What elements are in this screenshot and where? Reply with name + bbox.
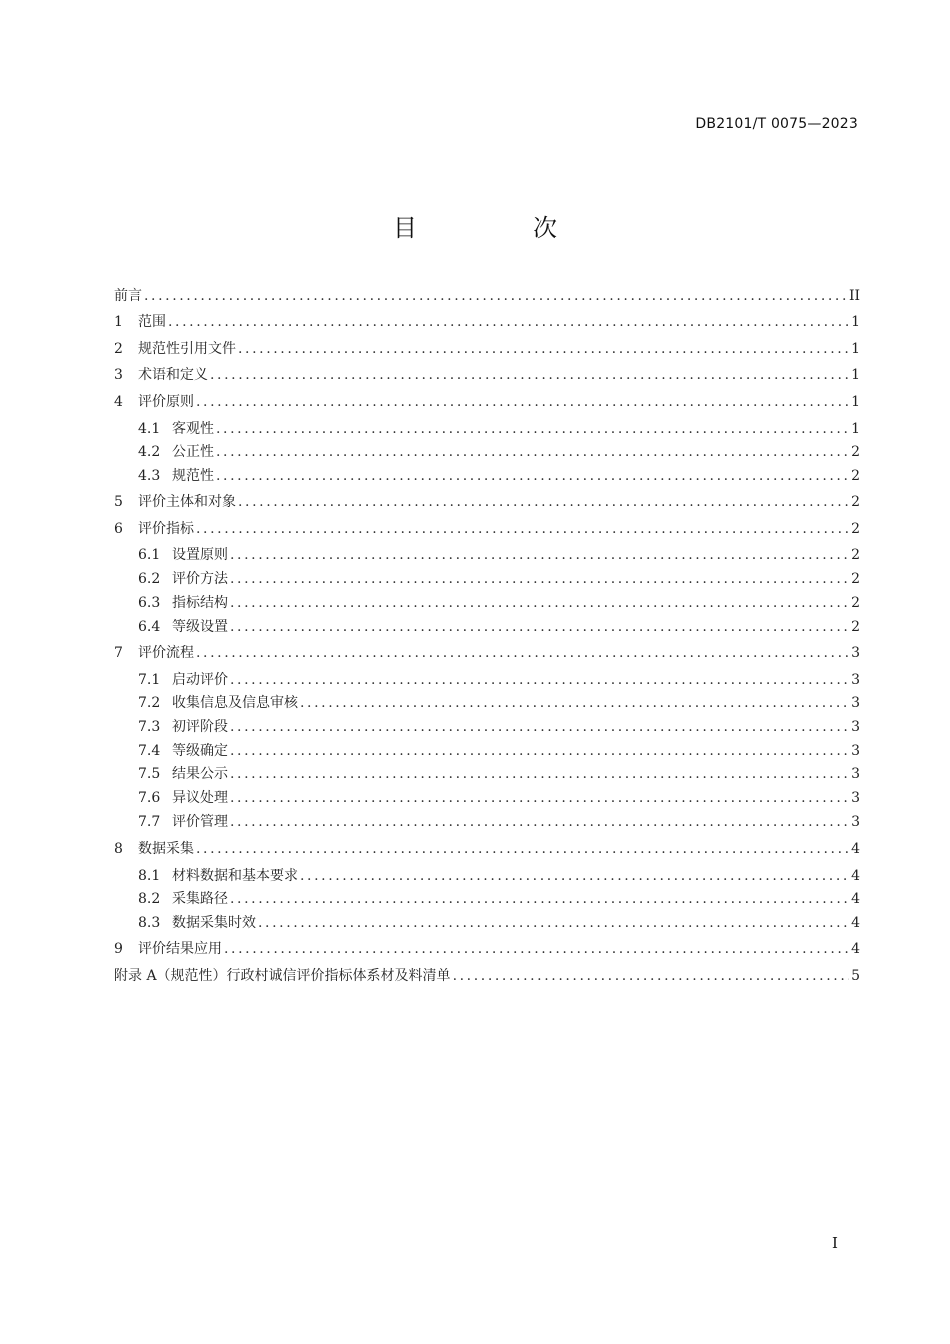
toc-entry[interactable] — [138, 692, 860, 714]
toc-leader-dots — [168, 311, 849, 333]
toc-entry[interactable] — [138, 592, 860, 614]
toc-entry-number: 7.7 — [138, 814, 161, 830]
toc-entry[interactable] — [114, 838, 860, 860]
toc-entry-page: 4 — [851, 941, 860, 957]
toc-entry-number: 4.1 — [138, 421, 161, 437]
toc-leader-dots — [300, 692, 849, 714]
toc-entry-title: 规范性引用文件 — [138, 341, 236, 357]
toc-entry-number: 6.2 — [138, 571, 161, 587]
toc-entry-number: 9 — [114, 941, 123, 957]
toc-entry-number: 4.2 — [138, 444, 161, 460]
toc-entry[interactable] — [114, 491, 860, 513]
toc-entry-number: 2 — [114, 341, 123, 357]
toc-entry[interactable] — [138, 740, 860, 762]
toc-entry-number: 8.2 — [138, 891, 161, 907]
toc-entry-number: 5 — [114, 494, 123, 510]
toc-entry-number: 7.6 — [138, 790, 161, 806]
toc-entry-title: 数据采集时效 — [172, 915, 256, 931]
toc-leader-dots — [230, 787, 849, 809]
toc-entry-title: 收集信息及信息审核 — [172, 695, 298, 711]
toc-entry-number: 8.1 — [138, 868, 161, 884]
page-number: I — [832, 1234, 838, 1252]
toc-entry-number: 7 — [114, 645, 123, 661]
toc-entry[interactable] — [114, 965, 860, 987]
toc-entry[interactable] — [138, 669, 860, 691]
toc-entry-title: 启动评价 — [172, 672, 228, 688]
toc-entry[interactable] — [138, 787, 860, 809]
toc-entry[interactable] — [114, 285, 860, 307]
toc-entry-page: 1 — [851, 367, 860, 383]
toc-leader-dots — [196, 518, 849, 540]
toc-entry-number: 3 — [114, 367, 123, 383]
toc-entry-title: 术语和定义 — [138, 367, 208, 383]
toc-leader-dots — [238, 338, 849, 360]
toc-entry-page: 3 — [851, 645, 860, 661]
toc-leader-dots — [230, 568, 849, 590]
toc-entry-title: 设置原则 — [172, 547, 228, 563]
toc-entry-page: 3 — [851, 790, 860, 806]
toc-entry-number: 6.3 — [138, 595, 161, 611]
toc-leader-dots — [196, 391, 849, 413]
toc-entry-page: II — [848, 288, 860, 304]
toc-leader-dots — [258, 912, 849, 934]
toc-leader-dots — [230, 763, 849, 785]
toc-leader-dots — [300, 865, 849, 887]
toc-entry-title: 评价管理 — [172, 814, 228, 830]
toc-entry-page: 2 — [851, 494, 860, 510]
toc-entry-page: 2 — [851, 468, 860, 484]
toc-leader-dots — [216, 418, 849, 440]
toc-entry-title: 采集路径 — [172, 891, 228, 907]
toc-entry-number: 7.1 — [138, 672, 161, 688]
toc-entry-page: 1 — [851, 341, 860, 357]
toc-entry-page: 2 — [851, 571, 860, 587]
toc-entry[interactable] — [138, 763, 860, 785]
toc-entry-page: 3 — [851, 672, 860, 688]
toc-entry-title: 规范性 — [172, 468, 214, 484]
toc-entry-page: 3 — [851, 719, 860, 735]
toc-entry-number: 7.3 — [138, 719, 161, 735]
toc-leader-dots — [230, 616, 849, 638]
toc-entry-number: 4 — [114, 394, 123, 410]
toc-leader-dots — [453, 965, 850, 987]
toc-entry-title: 附录 A（规范性）行政村诚信评价指标体系材及料清单 — [114, 968, 451, 984]
toc-leader-dots — [230, 592, 849, 614]
toc-entry-title: 范围 — [138, 314, 166, 330]
toc-leader-dots — [230, 544, 849, 566]
toc-leader-dots — [144, 285, 847, 307]
toc-entry-number: 1 — [114, 314, 123, 330]
toc-entry-number: 8.3 — [138, 915, 161, 931]
toc-leader-dots — [224, 938, 849, 960]
toc-entry[interactable] — [138, 441, 860, 463]
toc-entry[interactable] — [138, 465, 860, 487]
toc-entry[interactable] — [138, 865, 860, 887]
toc-entry-page: 2 — [851, 444, 860, 460]
toc-entry[interactable] — [114, 642, 860, 664]
toc-leader-dots — [216, 441, 849, 463]
toc-entry[interactable] — [114, 938, 860, 960]
toc-leader-dots — [210, 364, 849, 386]
toc-entry-title: 材料数据和基本要求 — [172, 868, 298, 884]
toc-entry-page: 3 — [851, 695, 860, 711]
toc-entry-number: 6.4 — [138, 619, 161, 635]
document-number: DB2101/T 0075—2023 — [695, 116, 858, 132]
toc-entry[interactable] — [114, 338, 860, 360]
toc-leader-dots — [238, 491, 849, 513]
toc-entry-title: 客观性 — [172, 421, 214, 437]
toc-entry-number: 8 — [114, 841, 123, 857]
toc-entry-title: 评价主体和对象 — [138, 494, 236, 510]
toc-entry-page: 4 — [851, 841, 860, 857]
toc-entry[interactable] — [138, 811, 860, 833]
toc-entry[interactable] — [114, 518, 860, 540]
toc-leader-dots — [230, 669, 849, 691]
toc-entry-title: 评价方法 — [172, 571, 228, 587]
toc-entry-page: 2 — [851, 619, 860, 635]
toc-entry-page: 3 — [851, 743, 860, 759]
toc-leader-dots — [230, 716, 849, 738]
toc-leader-dots — [230, 740, 849, 762]
toc-leader-dots — [216, 465, 849, 487]
toc-entry-page: 1 — [851, 314, 860, 330]
toc-leader-dots — [196, 642, 849, 664]
toc-entry[interactable] — [138, 544, 860, 566]
toc-leader-dots — [230, 888, 849, 910]
toc-entry-title: 前言 — [114, 288, 142, 304]
toc-entry-title: 等级确定 — [172, 743, 228, 759]
toc-entry-title: 指标结构 — [172, 595, 228, 611]
toc-entry[interactable] — [138, 888, 860, 910]
toc-entry-number: 6 — [114, 521, 123, 537]
toc-entry-title: 初评阶段 — [172, 719, 228, 735]
toc-leader-dots — [230, 811, 849, 833]
toc-entry[interactable] — [138, 418, 860, 440]
toc-entry-title: 评价流程 — [138, 645, 194, 661]
toc-entry-number: 7.2 — [138, 695, 161, 711]
toc-entry-number: 7.4 — [138, 743, 161, 759]
toc-entry-number: 6.1 — [138, 547, 161, 563]
toc-entry-page: 1 — [851, 421, 860, 437]
toc-entry-page: 4 — [851, 891, 860, 907]
toc-entry-title: 评价原则 — [138, 394, 194, 410]
toc-entry-page: 1 — [851, 394, 860, 410]
toc-entry-number: 7.5 — [138, 766, 161, 782]
toc-entry-title: 数据采集 — [138, 841, 194, 857]
toc-entry-title: 公正性 — [172, 444, 214, 460]
toc-entry-page: 2 — [851, 547, 860, 563]
toc-entry-page: 2 — [851, 521, 860, 537]
toc-entry[interactable] — [138, 616, 860, 638]
toc-entry-page: 3 — [851, 766, 860, 782]
toc-entry-title: 结果公示 — [172, 766, 228, 782]
toc-entry-title: 评价结果应用 — [138, 941, 222, 957]
toc-entry-page: 4 — [851, 868, 860, 884]
toc-entry-number: 4.3 — [138, 468, 161, 484]
toc-entry-page: 4 — [851, 915, 860, 931]
toc-entry[interactable] — [114, 391, 860, 413]
toc-entry[interactable] — [138, 716, 860, 738]
toc-entry-page: 3 — [851, 814, 860, 830]
toc-entry-page: 5 — [851, 968, 860, 984]
toc-entry-title: 评价指标 — [138, 521, 194, 537]
page-title: 目 次 — [393, 214, 603, 242]
toc-entry[interactable] — [138, 568, 860, 590]
toc-entry[interactable] — [138, 912, 860, 934]
toc-leader-dots — [196, 838, 849, 860]
toc-entry-title: 等级设置 — [172, 619, 228, 635]
toc-entry-title: 异议处理 — [172, 790, 228, 806]
toc-entry[interactable] — [114, 364, 860, 386]
toc-entry-page: 2 — [851, 595, 860, 611]
toc-entry[interactable] — [114, 311, 860, 333]
